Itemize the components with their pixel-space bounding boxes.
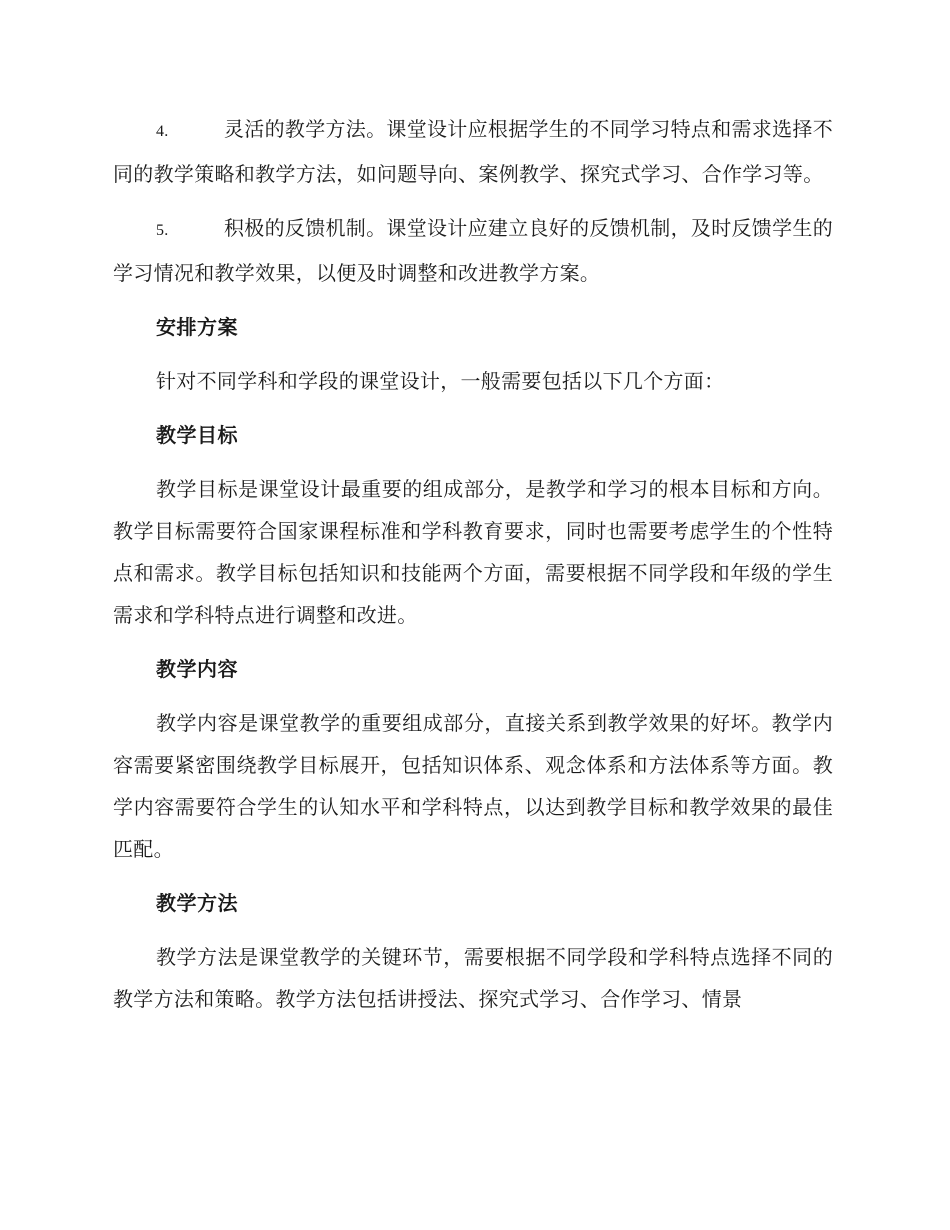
list-number: 5.	[156, 222, 169, 239]
goals-paragraph: 教学目标是课堂设计最重要的组成部分，是教学和学习的根本目标和方向。教学目标需要符合国家课程标准和学科教育要求，同时也需要考虑学生的个性特点和需求。教学目标包括知识和技能两个方面，需要根据不同学段和年级的学生需求和学科特点进行调整和改进。	[113, 477, 833, 627]
arrangement-intro-paragraph: 针对不同学科和学段的课堂设计，一般需要包括以下几个方面：	[156, 369, 725, 393]
list-item-5	[113, 207, 833, 294]
content-paragraph: 教学内容是课堂教学的重要组成部分，直接关系到教学效果的好坏。教学内容需要紧密围绕教学目标展开，包括知识体系、观念体系和方法体系等方面。教学内容需要符合学生的认知水平和学科特点，以达到教学目标和教学效果的最佳匹配。	[113, 711, 833, 861]
section-heading-arrangement: 安排方案	[156, 315, 238, 339]
list-item-text: 积极的反馈机制。课堂设计应建立良好的反馈机制，及时反馈学生的学习情况和教学效果，以便及时调整和改进教学方案。	[113, 216, 833, 285]
list-item-text: 灵活的教学方法。课堂设计应根据学生的不同学习特点和需求选择不同的教学策略和教学方法，如问题导向、案例教学、探究式学习、合作学习等。	[113, 117, 833, 186]
section-heading-content: 教学内容	[156, 657, 238, 681]
list-number: 4.	[156, 123, 169, 140]
list-item-4	[113, 108, 833, 195]
section-heading-methods: 教学方法	[156, 891, 238, 915]
section-heading-goals: 教学目标	[156, 423, 238, 447]
document-body	[113, 108, 833, 1020]
methods-paragraph: 教学方法是课堂教学的关键环节，需要根据不同学段和学科特点选择不同的教学方法和策略。教学方法包括讲授法、探究式学习、合作学习、情景	[113, 945, 833, 1011]
